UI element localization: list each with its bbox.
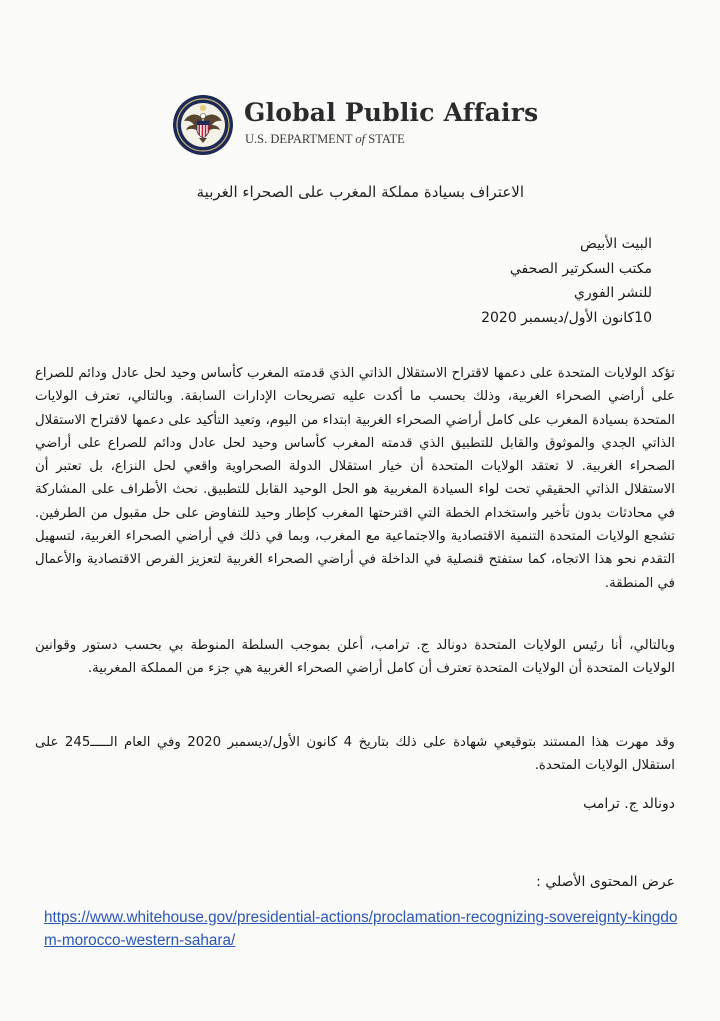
source-link[interactable]: https://www.whitehouse.gov/presidential-actions/proclamation-recognizing-sovereignty-kingdom-morocco-western-sahara/ <box>44 909 678 949</box>
body-paragraph: وبالتالي، أنا رئيس الولايات المتحدة دونالد ج. ترامب، أعلن بموجب السلطة المنوطة بي بحسب دستور وقوانين الولايات المتحدة أن الولايات المتحدة تعترف أن كامل أراضي الصحراء الغربية هي جزء من المملكة المغربية. <box>35 638 675 677</box>
header-line-issuer: البيت الأبيض <box>580 236 652 252</box>
release-header <box>352 232 652 330</box>
department-of-state-seal-icon <box>172 94 234 156</box>
body-paragraph: وقد مهرت هذا المستند بتوقيعي شهادة على ذلك بتاريخ 4 كانون الأول/ديسمبر 2020 وفي العام الـــــ245 على استقلال الولايات المتحدة. <box>35 735 675 774</box>
document-title: الاعتراف بسيادة مملكة المغرب على الصحراء الغربية <box>196 183 524 201</box>
source-label: عرض المحتوى الأصلي : <box>536 874 675 890</box>
department-name-prefix: U.S. DEPARTMENT <box>245 132 356 146</box>
body-paragraph: تؤكد الولايات المتحدة على دعمها لاقتراح الاستقلال الذاتي الذي قدمته المغرب كأساس وحيد لحل عادل ودائم للصراع على أراضي الصحراء الغربية، وذلك بحسب ما أكدت عليه تصريحات الإدارات السابقة. وبالتالي، تعترف الولايات المتحدة بسيادة المغرب على كامل أراضي الصحراء الغربية ابتداء من اليوم، وتعيد التأكيد على دعمها لاقتراح الاستقلال الذاتي الجدي والموثوق والقابل للتطبيق الذي قدمته المغرب كأساس وحيد لحل عادل ودائم للصراع على أراضي الصحراء الغربية. لا تعتقد الولايات المتحدة أن خيار استقلال الدولة الصحراوية واقعي لحل النزاع، بل تعتبر أن الاستقلال الذاتي الحقيقي تحت لواء السيادة المغربية هو الحل الوحيد القابل للتطبيق. نحث الأطراف على المشاركة في محادثات بدون تأخير واستخدام الخطة التي اقترحتها المغرب كإطار وحيد للتفاوض على حل مقبول من الطرفين. تشجع الولايات المتحدة التنمية الاقتصادية والاجتماعية مع المغرب، وبما في ذلك في أراضي الصحراء الغربية، لتسهيل التقدم نحو هذا الاتجاه، كما ستفتح قنصلية في الداخلة في أراضي الصحراء الغربية لتعزيز الفرص الاقتصادية والأعمال في المنطقة. <box>35 366 675 591</box>
department-name-of: of <box>355 132 366 146</box>
header-line-release: للنشر الفوري <box>574 285 652 301</box>
signature-name: دونالد ج. ترامب <box>583 796 675 812</box>
department-name-suffix: STATE <box>365 132 405 146</box>
org-name: Global Public Affairs <box>244 98 539 127</box>
letterhead <box>172 92 539 158</box>
department-name <box>245 132 405 147</box>
header-line-date: 10كانون الأول/ديسمبر 2020 <box>481 309 652 326</box>
header-line-office: مكتب السكرتير الصحفي <box>509 260 652 277</box>
